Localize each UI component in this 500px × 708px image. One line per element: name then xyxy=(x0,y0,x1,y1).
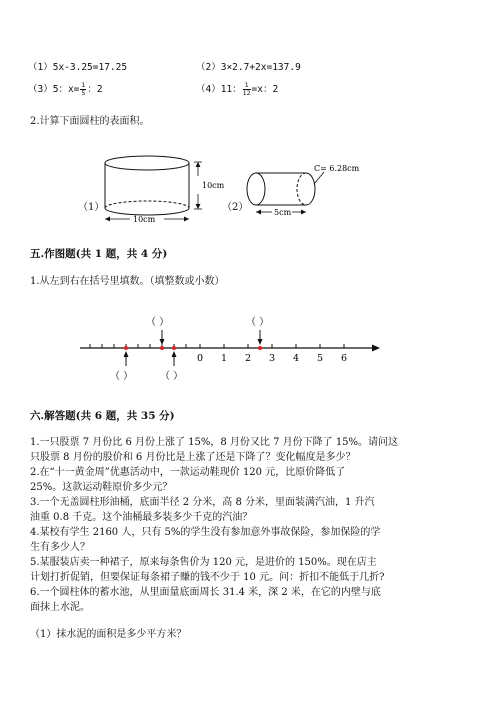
cylinder1-height-arrowhead-bottom xyxy=(196,204,201,209)
number-line-labels xyxy=(197,353,347,364)
cylinder2-circumference-pointer xyxy=(314,172,324,184)
equation-3-denominator: 5 xyxy=(81,89,86,97)
number-line-arrowhead xyxy=(372,345,380,352)
section6-line-1: 1.一只股票 7 月份比 6 月份上涨了 15%，8 月份又比 7 月份下降了 15%。请问这 xyxy=(30,437,399,448)
red-point-1 xyxy=(124,346,128,350)
equation-3-fraction xyxy=(80,82,86,97)
arrowhead-down-1 xyxy=(160,339,165,345)
section6-line-2: 只股票 8 月份的股价和 6 月份比是上涨了还是下降了？变化幅度是多少？ xyxy=(30,452,356,463)
arrowhead-down-2 xyxy=(258,339,263,345)
cylinder1-height-arrowhead-top xyxy=(196,162,201,167)
cylinder2-label: （2） xyxy=(222,202,249,213)
equation-4-fraction xyxy=(243,82,251,97)
cylinder2-left-end xyxy=(247,173,265,205)
section6-line-10: 计划打折促销，但要保证每条裙子赚的钱不少于 10 元。问：折扣不能低于几折? xyxy=(30,572,385,583)
cylinder1-figure xyxy=(100,150,225,226)
section6-heading: 六.解答题(共 6 题，共 35 分) xyxy=(30,410,175,422)
cylinder2-length-arrowhead-right xyxy=(301,210,306,215)
tick-label-0: 0 xyxy=(196,353,204,364)
tick-label-1: 1 xyxy=(220,353,228,364)
equation-3-numerator: 1 xyxy=(81,81,86,89)
section5-question1: 1.从左到右在括号里填数。（填整数或小数） xyxy=(30,276,225,287)
cylinder2-length-label: 5cm xyxy=(274,208,292,217)
tick-label-5: 5 xyxy=(316,353,324,364)
cylinder1-bottom-back xyxy=(105,201,189,208)
section6-line-12: 面抹上水泥。 xyxy=(30,602,90,613)
cylinder1-diameter-arrowhead-left xyxy=(105,217,110,222)
section6-line-6: 油重 0.8 千克。这个油桶最多装多少千克的汽油？ xyxy=(30,512,253,523)
equation-4-pre: （4）11： xyxy=(196,84,242,95)
arrowhead-up-2 xyxy=(172,351,177,357)
red-point-4 xyxy=(258,346,262,350)
cylinder1-bottom-front xyxy=(105,208,189,215)
section6-line-4: 25%。这款运动鞋原价多少元？ xyxy=(30,482,173,493)
cylinder2-length-arrowhead-left xyxy=(256,210,261,215)
cylinder1-label: （1） xyxy=(78,202,105,213)
section5-heading: 五.作图题(共 1 题，共 4 分) xyxy=(30,248,168,260)
tick-label-6: 6 xyxy=(340,353,348,364)
paren-bottom-1: （ ） xyxy=(110,371,134,382)
cylinder2-circumference-label: C= 6.28cm xyxy=(314,164,360,173)
equation-3-post: ：2 xyxy=(87,84,103,95)
section6-line-8: 生有多少人？ xyxy=(30,542,90,553)
equation-4-denominator: 12 xyxy=(242,89,251,97)
cylinder1-diameter-label: 10cm xyxy=(133,215,156,224)
cylinder2-right-back xyxy=(297,173,306,205)
section6-line-3: 2.在“十一黄金周”优惠活动中，一款运动鞋现价 120 元，比原价降低了 xyxy=(30,467,346,478)
section6-line-7: 4.某校有学生 2160 人，只有 5%的学生没有参加意外事故保险，参加保险的学 xyxy=(30,527,381,538)
equation-1: （1）5x-3.25=17.25 xyxy=(28,62,128,73)
number-line-ticks xyxy=(90,344,344,348)
paren-bottom-2: （ ） xyxy=(160,371,184,382)
cylinder2-figure xyxy=(240,158,358,222)
number-line xyxy=(0,325,500,375)
equation-4-post: =x：2 xyxy=(251,84,279,95)
section6-line-11: 6.一个圆柱体的蓄水池，从里面量底面周长 31.4 米，深 2 米，在它的内壁与底 xyxy=(30,587,381,598)
paren-top-1: （ ） xyxy=(146,317,170,328)
section6-line-9: 5.某服装店卖一种裙子，原来每条售价为 120 元，是进价的 150%。现在店主 xyxy=(30,557,377,568)
tick-label-3: 3 xyxy=(268,353,276,364)
section6-subquestion: （1）抹水泥的面积是多少平方米？ xyxy=(30,629,187,640)
equation-3 xyxy=(28,82,103,97)
equation-2: （2）3×2.7+2x=137.9 xyxy=(196,62,301,73)
tick-label-2: 2 xyxy=(244,353,252,364)
arrowhead-up-1 xyxy=(124,351,129,357)
cylinder1-top xyxy=(105,156,189,170)
paren-top-2: （ ） xyxy=(246,317,270,328)
red-point-3 xyxy=(172,346,176,350)
q2-title: 2.计算下面圆柱的表面积。 xyxy=(30,116,150,127)
cylinder2-right-front xyxy=(306,173,315,205)
section6-line-5: 3.一个无盖圆柱形油桶，底面半径 2 分米，高 8 分米，里面装满汽油，1 升汽 xyxy=(30,497,375,508)
cylinder1-diameter-arrowhead-right xyxy=(184,217,189,222)
red-point-2 xyxy=(160,346,164,350)
cylinder1-height-label: 10cm xyxy=(202,181,225,190)
tick-label-4: 4 xyxy=(292,353,300,364)
equation-4 xyxy=(196,82,278,97)
equation-4-numerator: 1 xyxy=(244,81,249,89)
equation-3-pre: （3）5：x= xyxy=(28,84,80,95)
